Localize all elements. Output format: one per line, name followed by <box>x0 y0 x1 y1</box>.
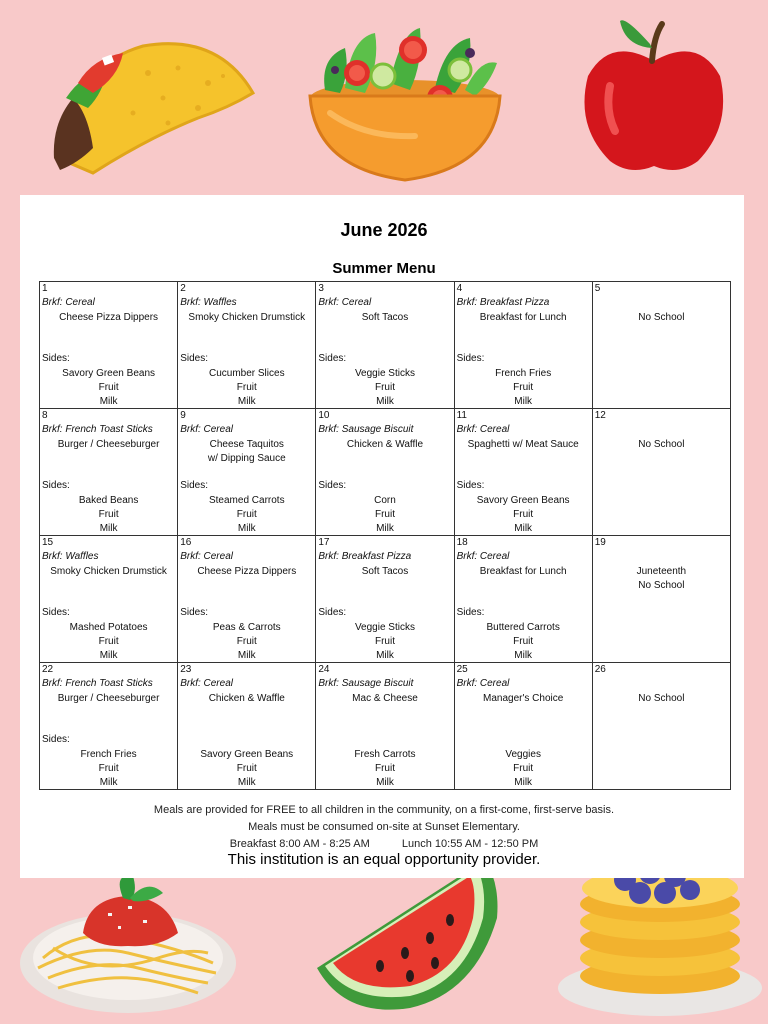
side-item: Fruit <box>374 636 395 647</box>
calendar-day-cell <box>454 282 592 409</box>
sides-list <box>178 748 315 790</box>
calendar-day-cell <box>40 409 178 536</box>
day-number: 19 <box>594 537 606 548</box>
lunch-main <box>316 692 453 706</box>
day-note <box>593 438 730 452</box>
day-number: 26 <box>594 664 606 675</box>
lunch-main <box>455 311 592 325</box>
side-item: Fresh Carrots <box>354 749 416 760</box>
side-item: Steamed Carrots <box>208 495 285 506</box>
watermelon-icon <box>315 858 500 1016</box>
lunch-main-line: Soft Tacos <box>361 566 409 577</box>
menu-subtitle: Summer Menu <box>332 260 436 277</box>
calendar-week-row <box>40 663 731 790</box>
calendar-day-cell <box>592 663 730 790</box>
lunch-main <box>178 438 315 466</box>
sides-list <box>316 367 453 409</box>
side-item: Milk <box>376 650 394 661</box>
sides-label: Sides: <box>42 607 70 618</box>
calendar-day-cell <box>454 536 592 663</box>
calendar-day-cell <box>178 536 316 663</box>
day-number: 4 <box>456 283 463 294</box>
day-number: 23 <box>180 664 192 675</box>
side-item: Savory Green Beans <box>476 495 570 506</box>
sides-label: Sides: <box>456 353 485 364</box>
sides-list <box>178 494 315 536</box>
side-item: Fruit <box>98 636 119 647</box>
side-item: Milk <box>99 523 118 534</box>
day-note <box>593 565 730 593</box>
lunch-main-line: Soft Tacos <box>361 312 409 323</box>
calendar-day-cell <box>316 282 454 409</box>
calendar-week-row <box>40 282 731 409</box>
calendar-day-cell <box>454 409 592 536</box>
side-item: French Fries <box>80 749 137 760</box>
equal-opportunity-statement: This institution is an equal opportunity provider. <box>227 851 541 868</box>
day-number: 8 <box>42 410 48 421</box>
footer-notes <box>0 802 768 853</box>
calendar-day-cell <box>316 409 454 536</box>
lunch-main-line: Chicken & Waffle <box>208 693 285 704</box>
calendar-day-cell <box>592 536 730 663</box>
calendar-week-row <box>40 409 731 536</box>
side-item: Mashed Potatoes <box>69 622 148 633</box>
side-item: Fruit <box>513 763 534 774</box>
lunch-main <box>40 565 177 579</box>
lunch-main-line: Mac & Cheese <box>352 693 418 704</box>
lunch-main <box>178 311 315 325</box>
day-note <box>593 311 730 325</box>
breakfast-item: Brkf: Cereal <box>456 424 510 435</box>
menu-calendar <box>39 281 731 790</box>
salad-bowl-icon <box>305 18 505 186</box>
sides-list <box>316 494 453 536</box>
side-item: Milk <box>376 396 394 407</box>
sides-list <box>178 621 315 663</box>
breakfast-item: Brkf: Breakfast Pizza <box>318 551 412 562</box>
lunch-main <box>316 438 453 452</box>
calendar-day-cell <box>178 282 316 409</box>
sides-list <box>455 494 592 536</box>
side-item: Milk <box>99 650 118 661</box>
lunch-main-line: Spaghetti w/ Meat Sauce <box>467 439 579 450</box>
breakfast-item: Brkf: Waffles <box>42 551 99 562</box>
sides-list <box>40 621 177 663</box>
breakfast-item: Brkf: Cereal <box>180 424 233 435</box>
lunch-main <box>316 311 453 325</box>
side-item: Fruit <box>374 509 395 520</box>
day-number: 24 <box>318 664 330 675</box>
breakfast-item: Brkf: French Toast Sticks <box>42 424 153 435</box>
day-number: 17 <box>318 537 330 548</box>
lunch-main <box>40 311 177 325</box>
day-number: 16 <box>180 537 192 548</box>
side-item: Corn <box>374 495 396 506</box>
breakfast-item: Brkf: Cereal <box>42 297 95 308</box>
calendar-day-cell <box>40 536 178 663</box>
day-number: 2 <box>180 283 186 294</box>
sides-label: Sides: <box>180 353 208 364</box>
calendar-day-cell <box>40 282 178 409</box>
breakfast-item: Brkf: Cereal <box>180 551 233 562</box>
side-item: Fruit <box>236 382 257 393</box>
calendar-day-cell <box>454 663 592 790</box>
calendar-day-cell <box>592 282 730 409</box>
sides-list <box>455 621 592 663</box>
lunch-hours: Lunch 10:55 AM - 12:50 PM <box>401 838 539 850</box>
side-item: Fruit <box>236 509 257 520</box>
sides-list <box>40 367 177 409</box>
taco-icon <box>48 38 260 180</box>
lunch-main <box>316 565 453 579</box>
lunch-main <box>455 565 592 579</box>
side-item: Savory Green Beans <box>200 749 294 760</box>
spaghetti-icon <box>18 868 238 1018</box>
side-item: Milk <box>99 777 118 788</box>
lunch-main-line: Breakfast for Lunch <box>479 312 567 323</box>
lunch-main-line: Breakfast for Lunch <box>479 566 567 577</box>
day-number: 3 <box>318 283 324 294</box>
breakfast-item: Brkf: Waffles <box>180 297 237 308</box>
sides-list <box>40 748 177 790</box>
side-item: Buttered Carrots <box>486 622 560 633</box>
day-note-line: Juneteenth <box>636 566 687 577</box>
calendar-day-cell <box>316 536 454 663</box>
sides-list <box>316 621 453 663</box>
side-item: Fruit <box>374 382 395 393</box>
lunch-main-line: Chicken & Waffle <box>346 439 424 450</box>
side-item: Milk <box>376 523 394 534</box>
sides-label: Sides: <box>456 480 485 491</box>
footer-line-free: Meals are provided for FREE to all children in the community, on a first-come, first-serve basis. <box>153 804 615 816</box>
side-item: Fruit <box>513 636 534 647</box>
calendar-day-cell <box>592 409 730 536</box>
side-item: Cucumber Slices <box>208 368 285 379</box>
calendar-week-row <box>40 536 731 663</box>
sides-label: Sides: <box>180 607 208 618</box>
breakfast-item: Brkf: Breakfast Pizza <box>456 297 550 308</box>
sides-list <box>40 494 177 536</box>
lunch-main <box>455 692 592 706</box>
sides-label: Sides: <box>456 607 485 618</box>
day-note-line: No School <box>638 312 685 323</box>
calendar-day-cell <box>178 663 316 790</box>
sides-label: Sides: <box>318 607 347 618</box>
lunch-main-line: w/ Dipping Sauce <box>207 453 286 464</box>
sides-list <box>178 367 315 409</box>
apple-icon <box>580 16 728 176</box>
side-item: Fruit <box>98 509 119 520</box>
day-number: 22 <box>42 664 54 675</box>
side-item: Milk <box>514 396 533 407</box>
day-number: 11 <box>456 410 467 421</box>
page-title: June 2026 <box>340 220 428 240</box>
lunch-main-line: Burger / Cheeseburger <box>57 439 160 450</box>
sides-label: Sides: <box>42 734 70 745</box>
lunch-main <box>455 438 592 452</box>
sides-label: Sides: <box>42 480 70 491</box>
side-item: French Fries <box>495 368 552 379</box>
side-item: Fruit <box>236 763 257 774</box>
breakfast-item: Brkf: Sausage Biscuit <box>318 424 414 435</box>
side-item: Milk <box>514 523 533 534</box>
day-note-line: No School <box>638 580 685 591</box>
side-item: Milk <box>237 650 256 661</box>
sides-list <box>455 748 592 790</box>
calendar-day-cell <box>316 663 454 790</box>
lunch-main-line: Cheese Pizza Dippers <box>59 312 159 323</box>
lunch-main <box>40 438 177 452</box>
day-number: 10 <box>318 410 330 421</box>
sides-label: Sides: <box>42 353 70 364</box>
sides-label: Sides: <box>318 480 347 491</box>
pancakes-icon <box>555 858 765 1018</box>
breakfast-item: Brkf: Cereal <box>318 297 372 308</box>
footer-line-site: Meals must be consumed on-site at Sunset Elementary. <box>248 821 520 833</box>
day-note-line: No School <box>638 439 685 450</box>
side-item: Fruit <box>98 382 119 393</box>
side-item: Milk <box>237 777 256 788</box>
sides-list <box>455 367 592 409</box>
side-item: Milk <box>514 777 533 788</box>
lunch-main <box>178 565 315 579</box>
side-item: Baked Beans <box>78 495 139 506</box>
calendar-day-cell <box>178 409 316 536</box>
side-item: Milk <box>237 523 256 534</box>
day-number: 18 <box>456 537 468 548</box>
side-item: Fruit <box>236 636 257 647</box>
lunch-main <box>178 692 315 706</box>
lunch-main-line: Manager's Choice <box>483 693 564 704</box>
breakfast-item: Brkf: Cereal <box>456 551 510 562</box>
side-item: Milk <box>99 396 118 407</box>
breakfast-item: Brkf: Cereal <box>456 678 510 689</box>
breakfast-item: Brkf: Sausage Biscuit <box>318 678 414 689</box>
side-item: Peas & Carrots <box>212 622 281 633</box>
day-number: 25 <box>456 664 468 675</box>
day-note-line: No School <box>638 693 685 704</box>
side-item: Fruit <box>513 382 534 393</box>
calendar-day-cell <box>40 663 178 790</box>
side-item: Milk <box>376 777 394 788</box>
side-item: Veggie Sticks <box>354 622 415 633</box>
breakfast-item: Brkf: French Toast Sticks <box>42 678 153 689</box>
day-number: 1 <box>42 283 48 294</box>
day-note <box>593 692 730 706</box>
side-item: Fruit <box>374 763 395 774</box>
day-number: 12 <box>594 410 606 421</box>
sides-label: Sides: <box>180 480 208 491</box>
breakfast-hours: Breakfast 8:00 AM - 8:25 AM <box>229 838 370 850</box>
side-item: Veggie Sticks <box>354 368 415 379</box>
lunch-main-line: Cheese Pizza Dippers <box>197 566 297 577</box>
side-item: Milk <box>237 396 256 407</box>
side-item: Fruit <box>98 763 119 774</box>
lunch-main-line: Smoky Chicken Drumstick <box>50 566 167 577</box>
sides-label: Sides: <box>318 353 347 364</box>
side-item: Savory Green Beans <box>62 368 155 379</box>
lunch-main-line: Burger / Cheeseburger <box>57 693 160 704</box>
day-number: 9 <box>180 410 186 421</box>
side-item: Fruit <box>513 509 534 520</box>
sides-list <box>316 748 453 790</box>
lunch-main-line: Smoky Chicken Drumstick <box>188 312 306 323</box>
side-item: Milk <box>514 650 533 661</box>
lunch-main <box>40 692 177 706</box>
breakfast-item: Brkf: Cereal <box>180 678 233 689</box>
lunch-main-line: Cheese Taquitos <box>209 439 284 450</box>
day-number: 15 <box>42 537 54 548</box>
side-item: Veggies <box>505 749 541 760</box>
day-number: 5 <box>594 283 601 294</box>
